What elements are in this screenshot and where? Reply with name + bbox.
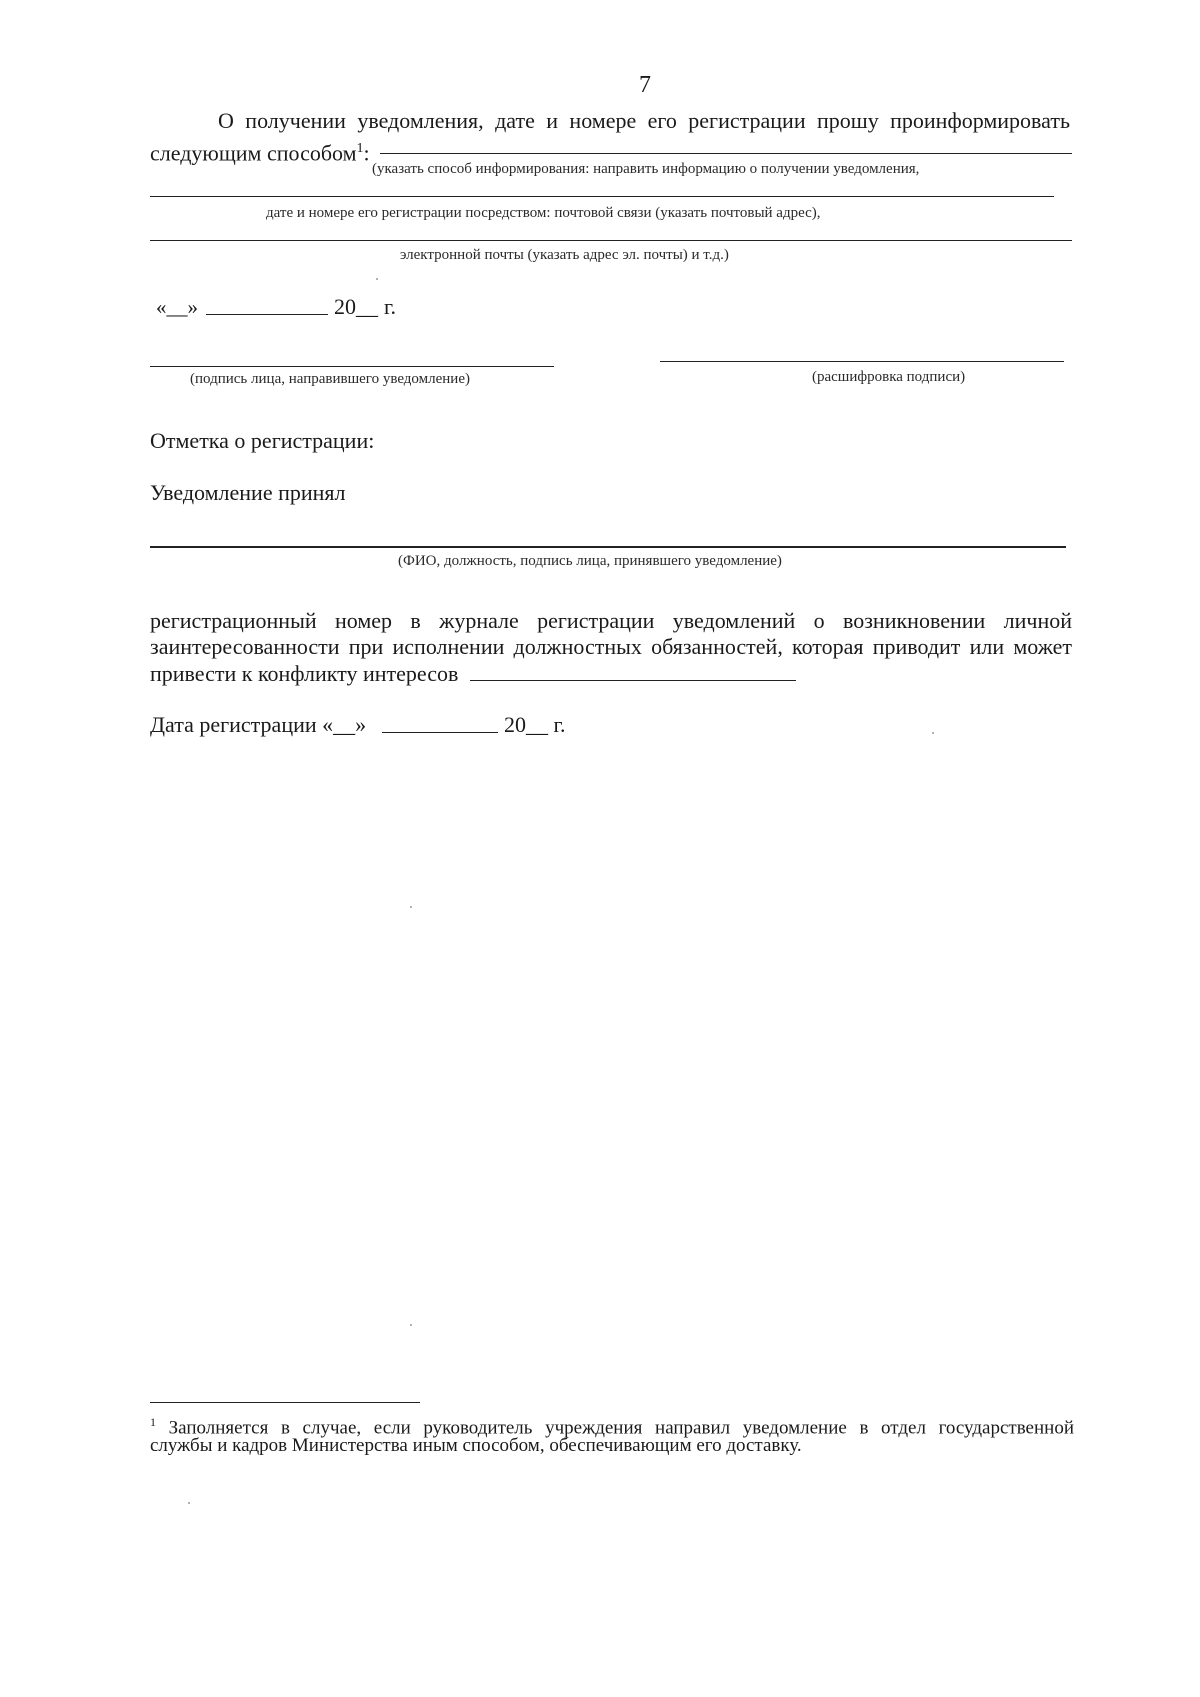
signature-decode-caption: (расшифровка подписи) [812, 369, 966, 385]
reg-number-line-2: заинтересованности при исполнении должностных обязанностей, которая приводит или может [150, 634, 1072, 659]
footnote-line-2: службы и кадров Министерства иным способом, обеспечивающим его доставку. [150, 1435, 802, 1456]
footnote-text-1: Заполняется в случае, если руководитель учреждения направил уведомление в отдел государственной [168, 1417, 1074, 1439]
signature-decode-line[interactable] [660, 361, 1064, 362]
signature-line[interactable] [150, 366, 554, 367]
reg-date-label: Дата регистрации «__» [150, 712, 367, 737]
date-year: 20__ [334, 294, 378, 319]
footnote-ref: 1 [356, 141, 364, 156]
footnote-separator [150, 1402, 420, 1403]
request-line-2-colon: : [363, 140, 370, 166]
hint-line-3: электронной почты (указать адрес эл. почты) и т.д.) [400, 247, 729, 263]
signature-caption: (подпись лица, направившего уведомление) [190, 371, 470, 387]
hint-line-1: (указать способ информирования: направить информацию о получении уведомления, [372, 161, 920, 177]
accepted-by-line[interactable] [150, 546, 1066, 548]
scan-speck [410, 906, 412, 908]
scan-speck [410, 1324, 412, 1326]
reg-number-line-1: регистрационный номер в журнале регистрации уведомлений о возникновении личной [150, 608, 1072, 633]
hint-line-2: дате и номере его регистрации посредством: почтовой связи (указать почтовый адрес), [266, 205, 821, 221]
request-line-2-text: следующим способом [150, 140, 357, 166]
request-line-1: О получении уведомления, дате и номере его регистрации прошу проинформировать [218, 108, 1070, 133]
scan-speck [932, 732, 934, 734]
inform-method-line-3[interactable] [150, 240, 1072, 241]
inform-method-line-1[interactable] [380, 153, 1072, 154]
date-month-field[interactable] [206, 314, 328, 315]
reg-date-year: 20__ г. [504, 712, 566, 737]
request-line-2 [150, 134, 370, 168]
reg-number-field[interactable] [470, 680, 796, 681]
reg-number-line-3: привести к конфликту интересов [150, 661, 459, 686]
inform-method-line-2[interactable] [150, 196, 1054, 197]
accepted-by-caption: (ФИО, должность, подпись лица, принявшего уведомление) [398, 553, 782, 569]
reg-date-month-field[interactable] [382, 732, 498, 733]
page-number: 7 [639, 72, 651, 98]
date-year-suffix: г. [384, 294, 397, 319]
scan-speck [376, 278, 378, 280]
accepted-label: Уведомление принял [150, 480, 346, 505]
date-quote: «__» [156, 295, 198, 319]
scan-speck [188, 1502, 190, 1504]
footnote-marker: 1 [150, 1415, 156, 1429]
registration-mark-label: Отметка о регистрации: [150, 428, 375, 453]
